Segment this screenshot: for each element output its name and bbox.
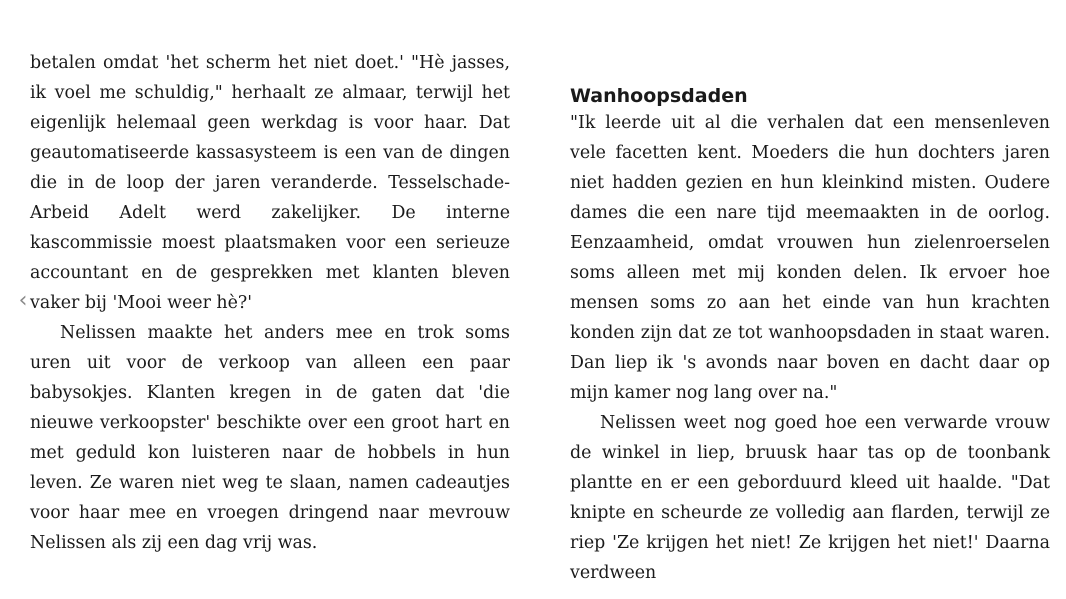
chevron-left-icon[interactable]: ‹ (18, 288, 28, 313)
paragraph: Nelissen weet nog goed hoe een verwarde vrouw de winkel in liep, bruusk haar tas op de toonbank plantte en er een geborduurd kleed uit haalde. "Dat knipte en scheurde ze volledig aan flarden, terwijl ze riep 'Ze krijgen het niet! Ze krijgen het niet!' Daarna verdween (570, 413, 1050, 583)
section-heading: Wanhoopsdaden (570, 85, 748, 107)
paragraph: Nelissen maakte het anders mee en trok soms uren uit voor de verkoop van alleen een paar babysokjes. Klanten kregen in de gaten dat 'die nieuwe verkoopster' beschikte over een groot hart en met geduld kon luisteren naar de hobbels in hun leven. Ze waren niet weg te slaan, namen cadeautjes voor haar mee en vroegen dringend naar mevrouw Nelissen als zij een dag vrij was. (30, 323, 510, 553)
paragraph: betalen omdat 'het scherm het niet doet.' "Hè jasses, ik voel me schuldig," herhaalt ze almaar, terwijl het eigenlijk helemaal geen werkdag is voor haar. Dat geautomatiseerde kassasysteem is een van de dingen die in de loop der jaren veranderde. Tesselschade-Arbeid Adelt werd zakelijker. De interne kascommissie moest plaatsmaken voor een serieuze accountant en de gesprekken met klanten bleven vaker bij 'Mooi weer hè?' (30, 53, 510, 313)
right-column (570, 108, 1050, 588)
paragraph: "Ik leerde uit al die verhalen dat een mensenleven vele facetten kent. Moeders die hun dochters jaren niet hadden gezien en hun kleinkind misten. Oudere dames die een nare tijd meemaakten in de oorlog. Eenzaamheid, omdat vrouwen hun zielenroerselen soms alleen met mij konden delen. Ik ervoer hoe mensen soms zo aan het einde van hun krachten konden zijn dat ze tot wanhoopsdaden in staat waren. Dan liep ik 's avonds naar boven en dacht daar op mijn kamer nog lang over na." (570, 113, 1050, 403)
left-column (30, 48, 510, 558)
